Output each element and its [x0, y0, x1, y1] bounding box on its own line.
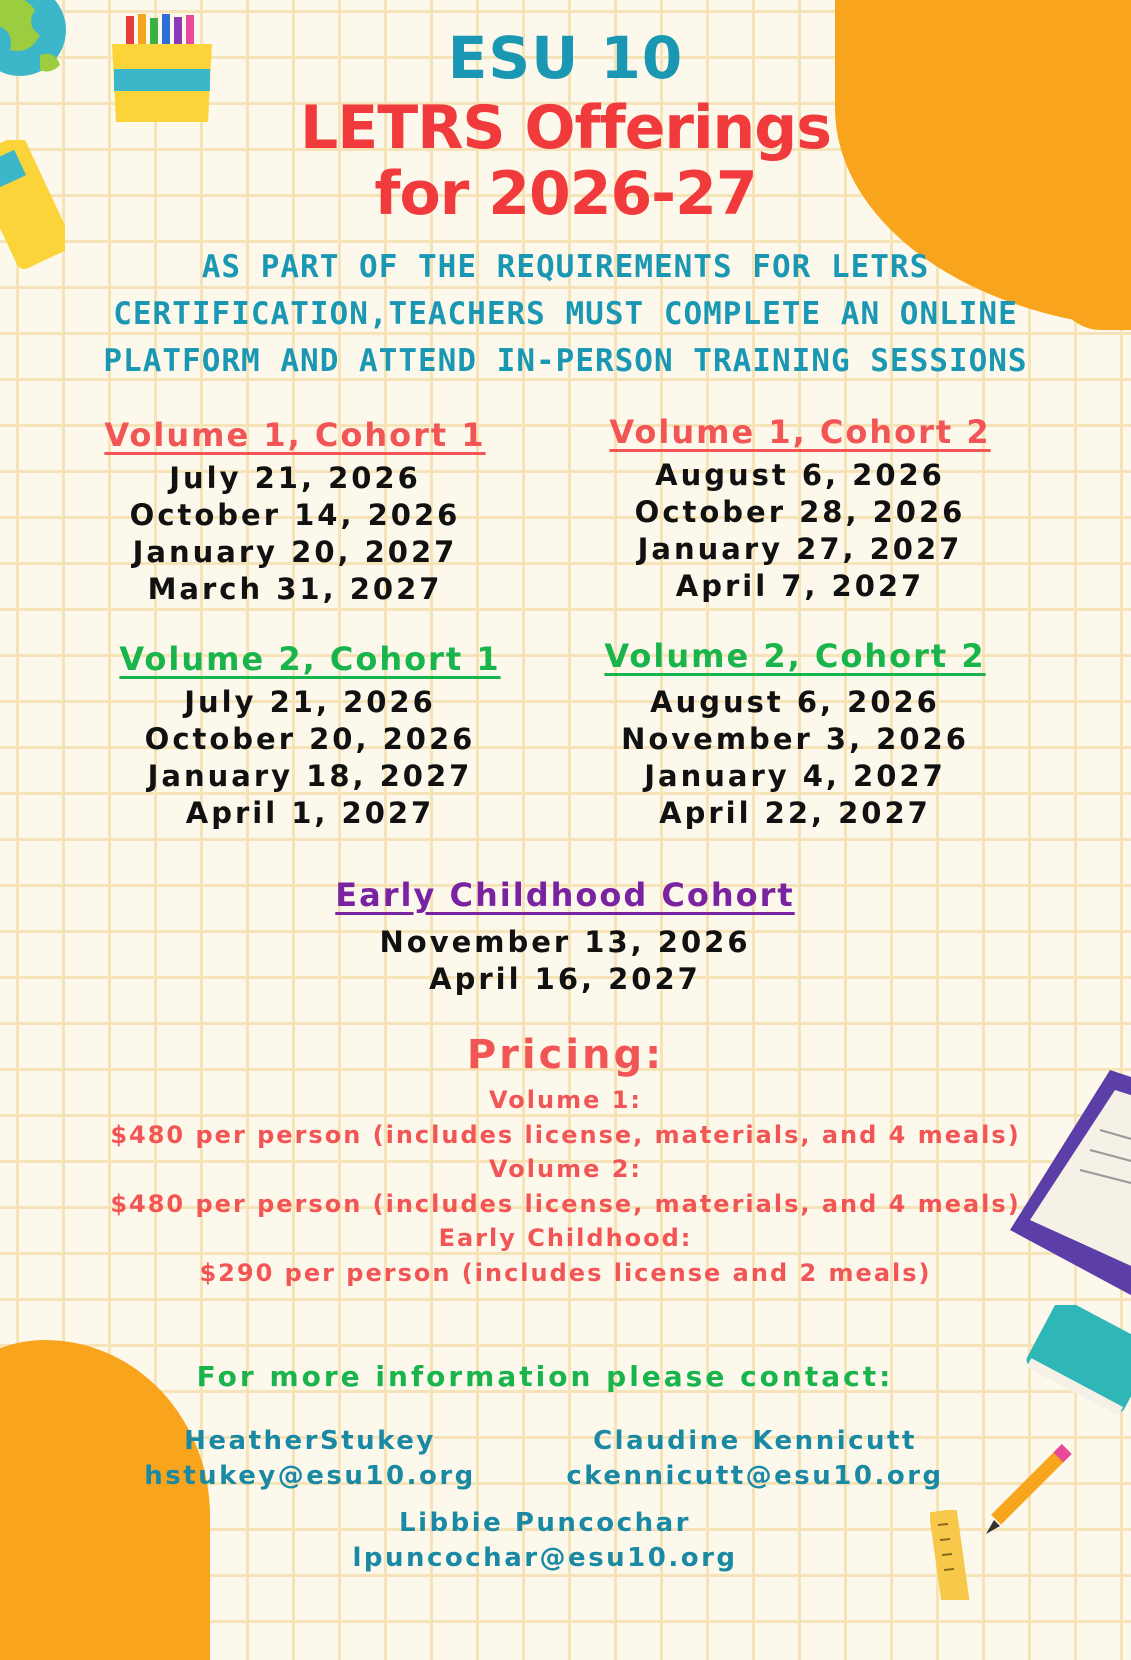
pricing-heading: Pricing:	[466, 1032, 665, 1078]
cohort-date: March 31, 2027	[147, 572, 443, 606]
org-title: ESU 10	[447, 24, 684, 92]
cohort-date: July 21, 2026	[169, 461, 421, 495]
contact-email-link[interactable]: hstukey@esu10.org	[144, 1461, 476, 1491]
contact-card-claudine	[545, 1424, 965, 1494]
pricing-list	[0, 1083, 1131, 1290]
contact-card-heather	[120, 1424, 500, 1494]
contact-email-link[interactable]: lpuncochar@esu10.org	[352, 1543, 738, 1573]
cohort-date: August 6, 2026	[655, 458, 945, 492]
cohort-volume-1-cohort-2	[590, 413, 1010, 605]
contact-heading: For more information please contact:	[196, 1360, 894, 1393]
pricing-detail: $480 per person (includes license, materials, and 4 meals)	[110, 1120, 1021, 1149]
cohort-date: April 1, 2027	[185, 796, 435, 830]
cohort-date: April 7, 2027	[675, 569, 925, 603]
cohort-volume-2-cohort-2	[575, 637, 1015, 832]
cohort-date: April 22, 2027	[659, 796, 931, 830]
subtitle-line-1: AS PART OF THE REQUIREMENTS FOR LETRS	[201, 249, 930, 285]
cohort-date: July 21, 2026	[184, 685, 436, 719]
cohort-date: October 28, 2026	[634, 495, 966, 529]
cohort-date: November 3, 2026	[621, 722, 969, 756]
cohort-title: Volume 2, Cohort 1	[119, 640, 501, 678]
contact-email-link[interactable]: ckennicutt@esu10.org	[566, 1461, 944, 1491]
contact-card-libbie	[330, 1506, 760, 1576]
contact-name: Libbie Puncochar	[399, 1508, 691, 1538]
subtitle-line-2: CERTIFICATION,TEACHERS MUST COMPLETE AN ONLINE	[113, 296, 1018, 332]
cohort-title: Early Childhood Cohort	[335, 876, 795, 914]
cohort-date: August 6, 2026	[650, 685, 940, 719]
cohort-date: January 27, 2027	[637, 532, 963, 566]
pricing-label: Early Childhood:	[438, 1224, 693, 1252]
pricing-detail: $480 per person (includes license, materials, and 4 meals)	[110, 1189, 1021, 1218]
cohort-volume-2-cohort-1	[90, 640, 530, 832]
pricing-detail: $290 per person (includes license and 2 meals)	[199, 1258, 932, 1287]
cohort-dates	[590, 457, 1010, 605]
cohort-date: April 16, 2027	[429, 962, 701, 996]
cohort-dates	[300, 924, 830, 998]
cohort-title: Volume 2, Cohort 2	[604, 637, 986, 675]
title-line-1: LETRS Offerings	[300, 93, 831, 163]
cohort-date: January 20, 2027	[132, 535, 458, 569]
cohort-dates	[575, 684, 1015, 832]
pricing-label: Volume 2:	[489, 1155, 642, 1183]
requirements-subtitle	[0, 244, 1131, 385]
subtitle-line-3: PLATFORM AND ATTEND IN-PERSON TRAINING SESSIONS	[103, 343, 1028, 379]
cohort-dates	[85, 460, 505, 608]
cohort-volume-1-cohort-1	[85, 416, 505, 608]
cohort-date: November 13, 2026	[379, 925, 751, 959]
cohort-date: October 14, 2026	[129, 498, 461, 532]
contact-name: HeatherStukey	[184, 1426, 436, 1456]
contact-name: Claudine Kennicutt	[593, 1426, 917, 1456]
page-title	[0, 95, 1131, 227]
cohort-date: January 4, 2027	[644, 759, 946, 793]
cohort-date: January 18, 2027	[147, 759, 473, 793]
title-line-2: for 2026-27	[374, 159, 757, 229]
cohort-dates	[90, 684, 530, 832]
ruler-icon	[930, 1510, 970, 1600]
pricing-label: Volume 1:	[489, 1086, 642, 1114]
cohort-title: Volume 1, Cohort 2	[609, 413, 991, 451]
cohort-date: October 20, 2026	[144, 722, 476, 756]
cohort-early-childhood	[300, 876, 830, 998]
pencil-icon	[980, 1440, 1080, 1540]
cohort-title: Volume 1, Cohort 1	[104, 416, 486, 454]
